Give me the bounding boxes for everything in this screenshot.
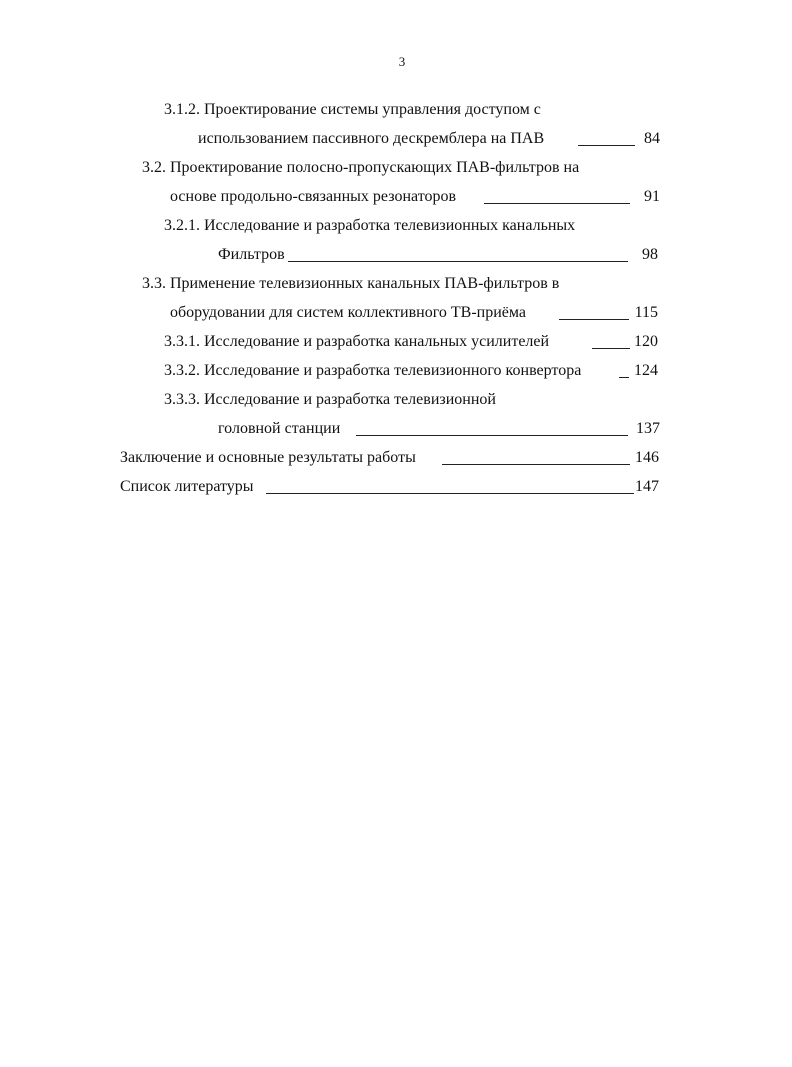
toc-entry-conclusion-line1: Заключение и основные результаты работы bbox=[120, 449, 416, 466]
toc-entry-3-2-line1: 3.2. Проектирование полосно-пропускающих ПАВ-фильтров на bbox=[142, 159, 580, 176]
toc-entry-3-3-page: 115 bbox=[634, 304, 658, 321]
toc-entry-conclusion-page: 146 bbox=[635, 449, 659, 466]
toc-entry-references-line1: Список литературы bbox=[120, 478, 254, 495]
toc-entry-3-2-line2: основе продольно-связанных резонаторов bbox=[170, 188, 457, 205]
toc-entry-3-1-2-page: 84 bbox=[644, 130, 660, 147]
leader-line bbox=[619, 377, 629, 378]
leader-line bbox=[356, 435, 628, 436]
toc-entry-3-3-1-page: 120 bbox=[634, 333, 658, 350]
leader-line bbox=[578, 145, 635, 146]
toc-entry-3-1-2-line1: 3.1.2. Проектирование системы управления доступом с bbox=[164, 101, 541, 118]
page-number: 3 bbox=[398, 54, 406, 69]
toc-entry-3-1-2-line2: использованием пассивного дескремблера на ПАВ bbox=[198, 130, 545, 147]
leader-line bbox=[266, 493, 634, 494]
toc-entry-3-3-2-line1: 3.3.2. Исследование и разработка телевизионного конвертора bbox=[164, 362, 582, 379]
toc-entry-3-3-3-page: 137 bbox=[636, 420, 660, 437]
toc-entry-3-3-2-page: 124 bbox=[634, 362, 658, 379]
toc-entry-3-3-3-line1: 3.3.3. Исследование и разработка телевизионной bbox=[164, 391, 496, 408]
leader-line bbox=[484, 203, 630, 204]
leader-line bbox=[442, 464, 630, 465]
toc-entry-3-3-3-line2: головной станции bbox=[218, 420, 341, 437]
leader-line bbox=[592, 348, 630, 349]
toc-entry-3-2-1-page: 98 bbox=[642, 246, 658, 263]
toc-entry-3-3-line2: оборудовании для систем коллективного ТВ-приёма bbox=[170, 304, 526, 321]
toc-entry-3-2-1-line2: Фильтров bbox=[218, 246, 285, 263]
toc-entry-references-page: 147 bbox=[635, 478, 659, 495]
leader-line bbox=[559, 319, 629, 320]
toc-entry-3-3-1-line1: 3.3.1. Исследование и разработка канальных усилителей bbox=[164, 333, 550, 350]
toc-entry-3-2-page: 91 bbox=[644, 188, 660, 205]
toc-entry-3-3-line1: 3.3. Применение телевизионных канальных ПАВ-фильтров в bbox=[142, 275, 560, 292]
leader-line bbox=[288, 261, 628, 262]
toc-entry-3-2-1-line1: 3.2.1. Исследование и разработка телевизионных канальных bbox=[164, 217, 576, 234]
